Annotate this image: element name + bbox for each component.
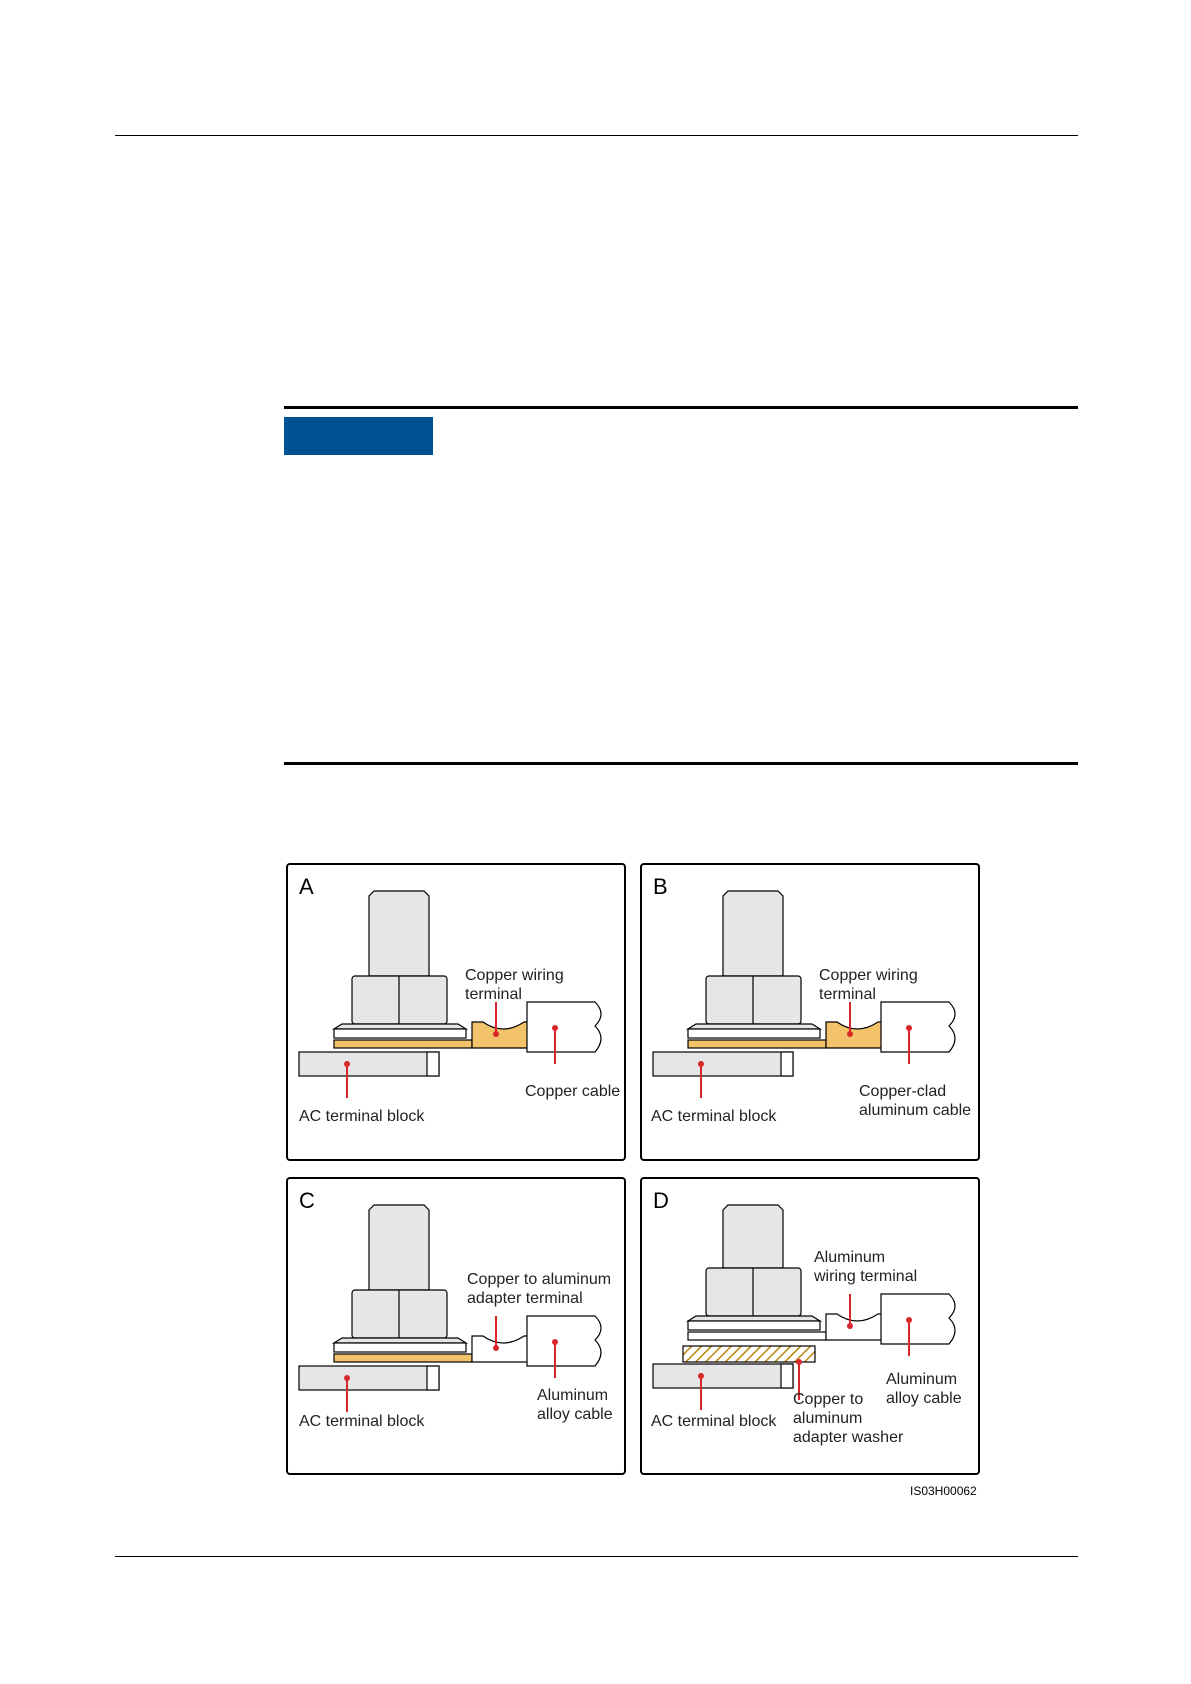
cable-end bbox=[527, 1316, 601, 1366]
callout-dot bbox=[847, 1323, 853, 1329]
panel-letter: B bbox=[653, 874, 668, 899]
flat-washer bbox=[334, 1024, 466, 1029]
callout-dot bbox=[493, 1345, 499, 1351]
block-label: AC terminal block bbox=[651, 1108, 777, 1125]
notice-badge bbox=[284, 417, 433, 455]
cable-end bbox=[881, 1002, 955, 1052]
panel-letter: A bbox=[299, 874, 314, 899]
terminal-label: adapter terminal bbox=[467, 1290, 583, 1307]
ac-terminal-block-edge bbox=[427, 1052, 439, 1076]
terminal-lug bbox=[688, 1040, 826, 1048]
ac-terminal-block-edge bbox=[781, 1052, 793, 1076]
terminal-lug bbox=[688, 1332, 826, 1340]
washer-label: aluminum bbox=[793, 1410, 863, 1427]
cable-label: Aluminum bbox=[537, 1387, 609, 1404]
callout-dot bbox=[698, 1061, 704, 1067]
terminal-label: Copper wiring bbox=[819, 967, 918, 984]
ac-terminal-block-edge bbox=[781, 1364, 793, 1388]
notice-top-rule bbox=[284, 406, 1078, 409]
cable-label: alloy cable bbox=[537, 1406, 613, 1423]
header-rule bbox=[115, 135, 1078, 136]
panel-b bbox=[641, 864, 979, 1160]
footer-rule bbox=[115, 1556, 1078, 1557]
callout-dot bbox=[906, 1317, 912, 1323]
ac-terminal-block bbox=[299, 1052, 439, 1076]
washer-label: Copper to bbox=[793, 1391, 864, 1408]
terminal-lug bbox=[334, 1354, 472, 1362]
bolt-shaft bbox=[723, 1205, 783, 1268]
spring-washer bbox=[334, 1029, 466, 1038]
terminal-label: wiring terminal bbox=[814, 1268, 918, 1285]
spring-washer bbox=[688, 1029, 820, 1038]
ac-terminal-block bbox=[653, 1364, 793, 1388]
panel-d bbox=[641, 1178, 979, 1474]
panel-a bbox=[287, 864, 625, 1160]
spring-washer bbox=[334, 1343, 466, 1352]
bolt-shaft bbox=[369, 891, 429, 976]
cable-label: Aluminum bbox=[886, 1371, 958, 1388]
figure-image-id: IS03H00062 bbox=[910, 1484, 977, 1498]
terminal-lug bbox=[334, 1040, 472, 1048]
callout-dot bbox=[552, 1025, 558, 1031]
callout-dot bbox=[552, 1339, 558, 1345]
flat-washer bbox=[688, 1316, 820, 1321]
spring-washer bbox=[688, 1321, 820, 1330]
notice-bottom-rule bbox=[284, 762, 1078, 765]
terminal-label: Copper to aluminum bbox=[467, 1271, 612, 1288]
cable-end bbox=[881, 1294, 955, 1344]
washer-label: adapter washer bbox=[793, 1429, 904, 1446]
callout-dot bbox=[493, 1031, 499, 1037]
panel-letter: C bbox=[299, 1188, 315, 1213]
terminal-label: Aluminum bbox=[814, 1249, 886, 1266]
callout-dot bbox=[906, 1025, 912, 1031]
terminal-label: terminal bbox=[819, 986, 876, 1003]
terminal-connection-figure bbox=[280, 858, 980, 1478]
callout-dot bbox=[847, 1031, 853, 1037]
cable-label: Copper cable bbox=[525, 1083, 621, 1100]
panel-letter: D bbox=[653, 1188, 669, 1213]
callout-dot bbox=[796, 1359, 802, 1365]
cable-label: aluminum cable bbox=[859, 1102, 972, 1119]
ac-terminal-block bbox=[299, 1366, 439, 1390]
block-label: AC terminal block bbox=[299, 1108, 425, 1125]
adapter-washer bbox=[683, 1346, 815, 1362]
ac-terminal-block-edge bbox=[427, 1366, 439, 1390]
flat-washer bbox=[334, 1338, 466, 1343]
panel-c bbox=[287, 1178, 625, 1474]
block-label: AC terminal block bbox=[651, 1413, 777, 1430]
bolt-shaft bbox=[369, 1205, 429, 1290]
callout-dot bbox=[698, 1373, 704, 1379]
cable-label: Copper-clad bbox=[859, 1083, 947, 1100]
cable-end bbox=[527, 1002, 601, 1052]
block-label: AC terminal block bbox=[299, 1413, 425, 1430]
bolt-shaft bbox=[723, 891, 783, 976]
callout-dot bbox=[344, 1375, 350, 1381]
cable-label: alloy cable bbox=[886, 1390, 962, 1407]
terminal-label: Copper wiring bbox=[465, 967, 564, 984]
callout-dot bbox=[344, 1061, 350, 1067]
terminal-label: terminal bbox=[465, 986, 522, 1003]
ac-terminal-block bbox=[653, 1052, 793, 1076]
flat-washer bbox=[688, 1024, 820, 1029]
